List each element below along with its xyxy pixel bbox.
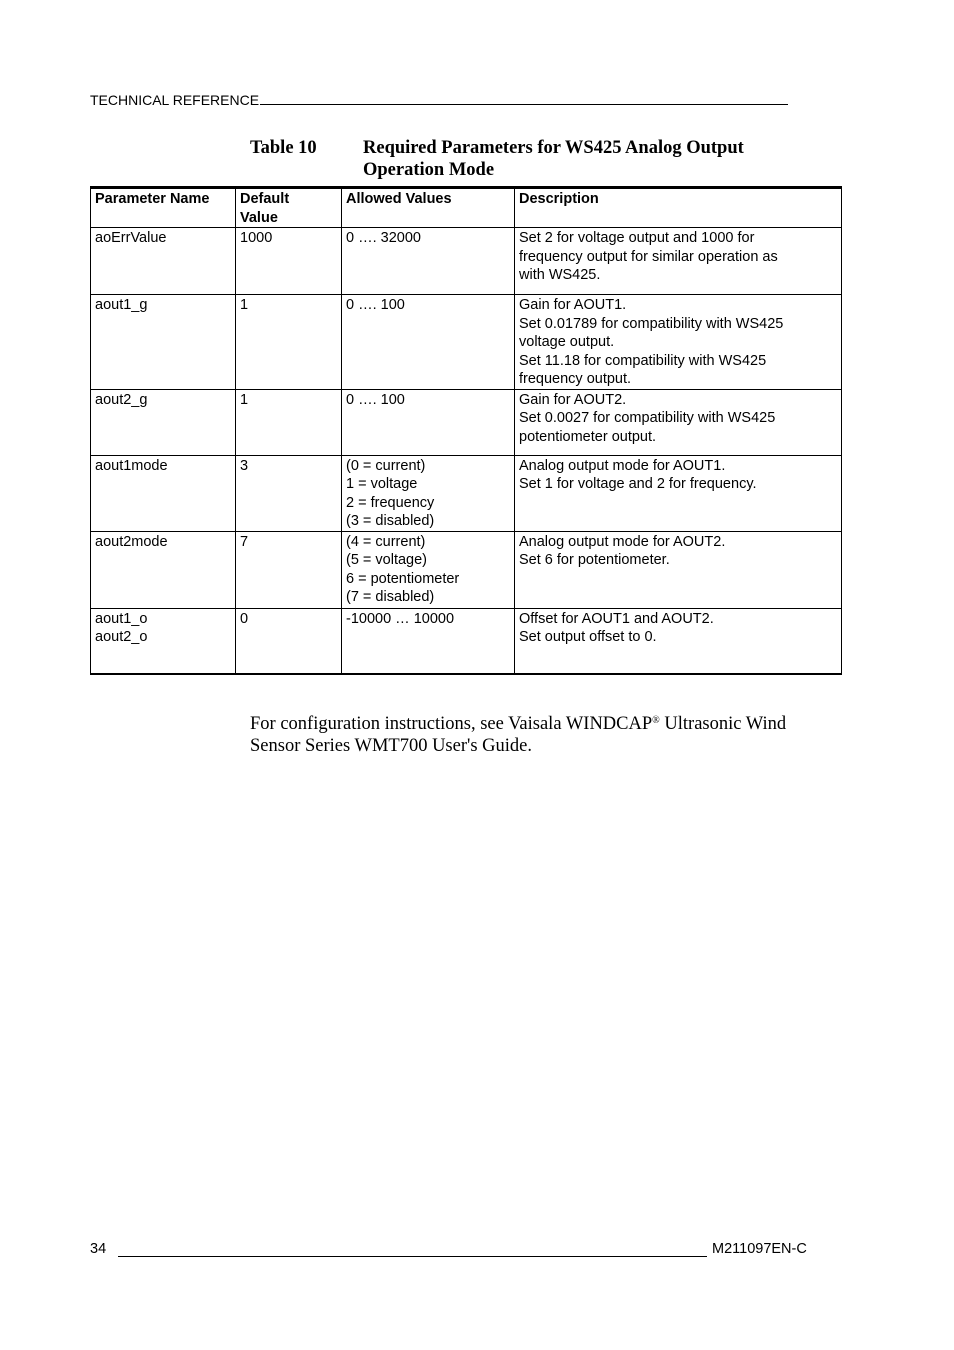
cell-parameter-name: aout1mode xyxy=(91,455,236,531)
running-header xyxy=(90,90,816,108)
cell-allowed-values: 0 …. 100 xyxy=(342,295,515,390)
table-row xyxy=(91,295,842,390)
cell-description: Gain for AOUT2. Set 0.0027 for compatibility with WS425 potentiometer output. xyxy=(515,389,842,455)
table-row xyxy=(91,389,842,455)
cell-parameter-name: aout2mode xyxy=(91,531,236,608)
cell-description: Gain for AOUT1. Set 0.01789 for compatibility with WS425 voltage output. Set 11.18 for compatibility with WS425 frequency output. xyxy=(515,295,842,390)
footer-rule xyxy=(118,1256,707,1257)
table-header-row xyxy=(91,188,842,228)
table-row xyxy=(91,455,842,531)
table-row xyxy=(91,531,842,608)
column-header-description: Description xyxy=(515,188,842,228)
cell-description: Set 2 for voltage output and 1000 for frequency output for similar operation as with WS425. xyxy=(515,228,842,295)
header-section-title: TECHNICAL REFERENCE xyxy=(90,92,260,108)
cell-description: Analog output mode for AOUT1. Set 1 for voltage and 2 for frequency. xyxy=(515,455,842,531)
cell-description: Offset for AOUT1 and AOUT2. Set output offset to 0. xyxy=(515,608,842,674)
cell-default-value: 3 xyxy=(236,455,342,531)
page-number: 34 xyxy=(90,1241,107,1257)
column-header-allowed-values: Allowed Values xyxy=(342,188,515,228)
parameters-table xyxy=(90,186,842,675)
cell-allowed-values: 0 …. 32000 xyxy=(342,228,515,295)
cell-parameter-name: aoErrValue xyxy=(91,228,236,295)
cell-allowed-values: -10000 … 10000 xyxy=(342,608,515,674)
cell-default-value: 7 xyxy=(236,531,342,608)
table-title: Required Parameters for WS425 Analog Output Operation Mode xyxy=(363,138,744,180)
header-rule xyxy=(260,90,788,105)
cell-parameter-name: aout1_o aout2_o xyxy=(91,608,236,674)
document-code: M211097EN-C xyxy=(712,1241,807,1257)
note-text-start: For configuration instructions, see Vaisala WINDCAP xyxy=(250,714,653,734)
cell-allowed-values: 0 …. 100 xyxy=(342,389,515,455)
configuration-note xyxy=(250,713,840,757)
cell-default-value: 1000 xyxy=(236,228,342,295)
cell-parameter-name: aout2_g xyxy=(91,389,236,455)
table-row xyxy=(91,228,842,295)
column-header-default-value: Default Value xyxy=(236,188,342,228)
cell-allowed-values: (4 = current) (5 = voltage) 6 = potentiometer (7 = disabled) xyxy=(342,531,515,608)
column-header-parameter-name: Parameter Name xyxy=(91,188,236,228)
cell-parameter-name: aout1_g xyxy=(91,295,236,390)
cell-default-value: 1 xyxy=(236,389,342,455)
registered-trademark: ® xyxy=(652,715,660,726)
cell-allowed-values: (0 = current) 1 = voltage 2 = frequency (3 = disabled) xyxy=(342,455,515,531)
cell-default-value: 0 xyxy=(236,608,342,674)
table-row xyxy=(91,608,842,674)
note-text-end: Ultrasonic Wind Sensor Series WMT700 User's Guide. xyxy=(250,714,787,756)
table-number: Table 10 xyxy=(250,138,317,158)
cell-default-value: 1 xyxy=(236,295,342,390)
cell-description: Analog output mode for AOUT2. Set 6 for potentiometer. xyxy=(515,531,842,608)
